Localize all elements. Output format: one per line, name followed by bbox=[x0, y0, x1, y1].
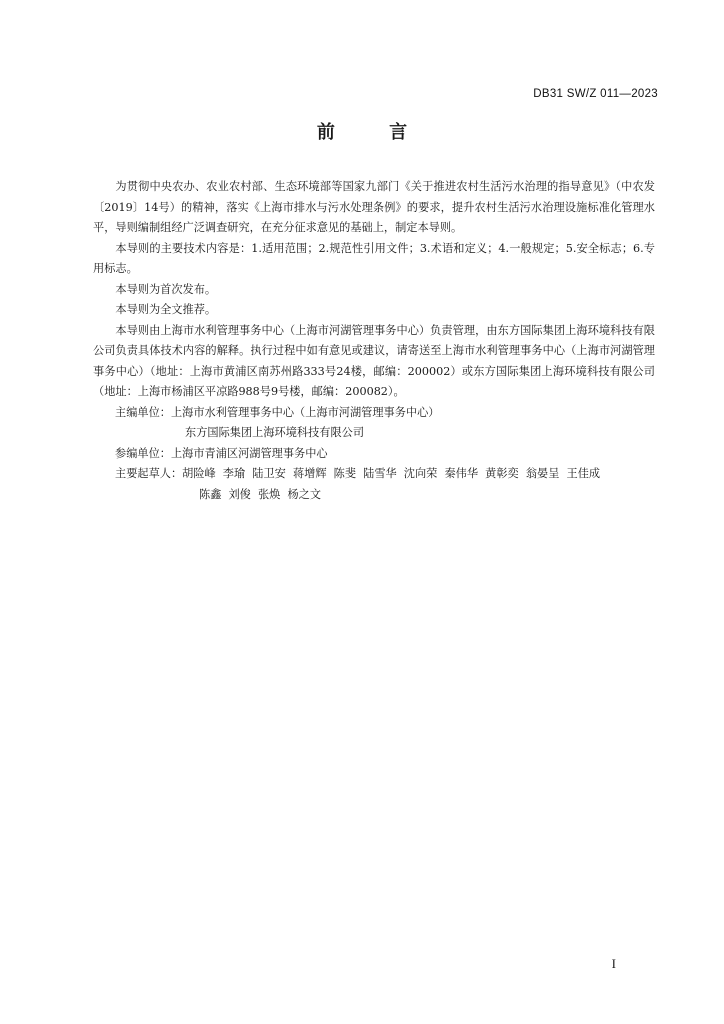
paragraph-first-release: 本导则为首次发布。 bbox=[115, 282, 217, 296]
main-drafters: 主要起草人：胡险峰 李瑜 陆卫安 蒋增辉 陈斐 陆雪华 沈向荣 秦伟华 黄彰奕 翁晏呈 王佳成 bbox=[115, 467, 601, 480]
participating-unit: 参编单位：上海市青浦区河湖管理事务中心 bbox=[115, 446, 328, 460]
foreword-body bbox=[93, 177, 655, 505]
main-drafters-continued: 陈鑫 刘俊 张焕 杨之文 bbox=[199, 487, 322, 501]
page-number: I bbox=[611, 956, 616, 971]
paragraph-recommendation: 本导则为全文推荐。 bbox=[115, 303, 217, 316]
paragraph-management: 本导则由上海市水利管理事务中心（上海市河湖管理事务中心）负责管理，由东方国际集团上海环境科技有限公司负责具体技术内容的解释。执行过程中如有意见或建议，请寄送至上海市水利管理事务中心（上海市河湖管理事务中心）（地址：上海市黄浦区南苏州路333号24楼，邮编：200002）或东方国际集团上海环境科技有限公司（地址：上海市杨浦区平凉路988号9号楼，邮编：200082）。 bbox=[93, 323, 655, 398]
chief-editor-unit-2: 东方国际集团上海环境科技有限公司 bbox=[185, 426, 365, 439]
chief-editor-unit: 主编单位：上海市水利管理事务中心（上海市河湖管理事务中心） bbox=[115, 405, 440, 419]
paragraph-purpose: 为贯彻中央农办、农业农村部、生态环境部等国家九部门《关于推进农村生活污水治理的指导意见》（中农发〔2019〕14号）的精神，落实《上海市排水与污水处理条例》的要求，提升农村生活污水治理设施标准化管理水平，导则编制组经广泛调查研究，在充分征求意见的基础上，制定本导则。 bbox=[93, 180, 655, 234]
paragraph-contents: 本导则的主要技术内容是：1.适用范围；2.规范性引用文件；3.术语和定义；4.一般规定；5.安全标志；6.专用标志。 bbox=[93, 241, 655, 275]
document-code: DB31 SW/Z 011—2023 bbox=[533, 88, 658, 100]
page-title: 前 言 bbox=[316, 122, 432, 143]
